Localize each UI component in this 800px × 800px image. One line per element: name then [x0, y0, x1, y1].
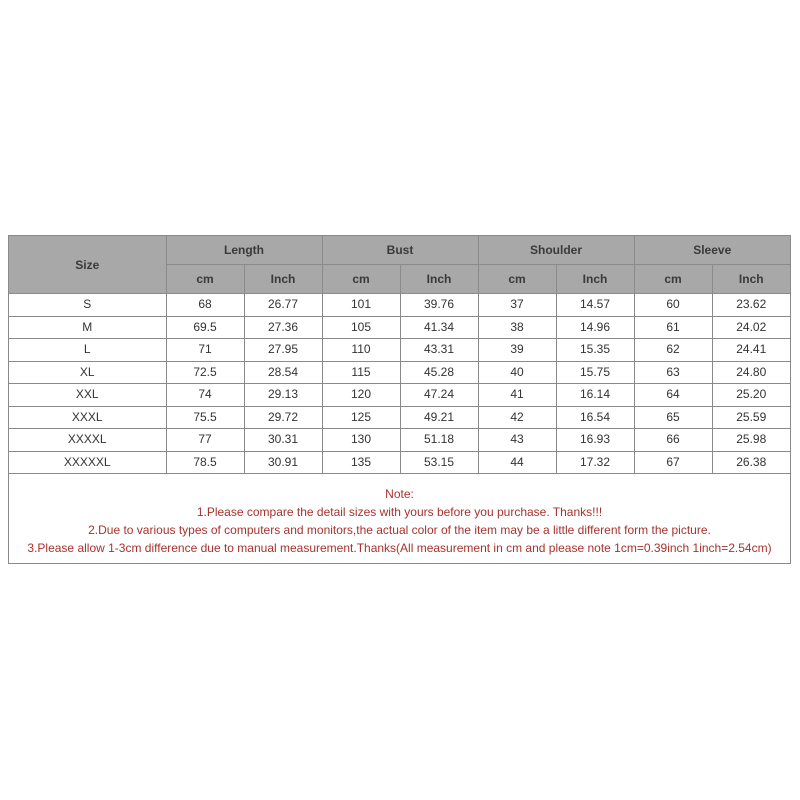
length-cm-cell: 75.5 — [166, 406, 244, 429]
note-line-2: 2.Due to various types of computers and monitors,the actual color of the item may be a little different form the picture. — [88, 523, 711, 537]
bust-cm-cell: 125 — [322, 406, 400, 429]
sleeve-cm-header: cm — [634, 265, 712, 294]
shoulder-cm-header: cm — [478, 265, 556, 294]
bust-inch-cell: 51.18 — [400, 429, 478, 452]
shoulder-cm-cell: 41 — [478, 384, 556, 407]
length-cm-cell: 71 — [166, 339, 244, 362]
bust-header: Bust — [322, 236, 478, 265]
shoulder-inch-cell: 17.32 — [556, 451, 634, 474]
size-cell: L — [9, 339, 166, 362]
length-inch-cell: 28.54 — [244, 361, 322, 384]
sleeve-inch-cell: 24.02 — [712, 316, 790, 339]
table-row — [9, 429, 790, 452]
sleeve-inch-cell: 24.80 — [712, 361, 790, 384]
sleeve-cm-cell: 63 — [634, 361, 712, 384]
bust-inch-cell: 47.24 — [400, 384, 478, 407]
shoulder-inch-cell: 15.75 — [556, 361, 634, 384]
bust-cm-cell: 110 — [322, 339, 400, 362]
bust-inch-cell: 41.34 — [400, 316, 478, 339]
note-title: Note: — [385, 487, 414, 501]
table-row — [9, 406, 790, 429]
shoulder-inch-cell: 16.14 — [556, 384, 634, 407]
shoulder-cm-cell: 40 — [478, 361, 556, 384]
sleeve-inch-cell: 24.41 — [712, 339, 790, 362]
table-row — [9, 339, 790, 362]
length-cm-cell: 68 — [166, 294, 244, 317]
size-cell: XXXXL — [9, 429, 166, 452]
bust-inch-header: Inch — [400, 265, 478, 294]
length-inch-cell: 27.36 — [244, 316, 322, 339]
bust-cm-cell: 135 — [322, 451, 400, 474]
bust-cm-header: cm — [322, 265, 400, 294]
length-cm-cell: 69.5 — [166, 316, 244, 339]
table-row — [9, 294, 790, 317]
bust-inch-cell: 39.76 — [400, 294, 478, 317]
note-line-1: 1.Please compare the detail sizes with yours before you purchase. Thanks!!! — [196, 505, 603, 519]
bust-cm-cell: 120 — [322, 384, 400, 407]
length-inch-cell: 29.13 — [244, 384, 322, 407]
bust-inch-cell: 43.31 — [400, 339, 478, 362]
sleeve-cm-cell: 62 — [634, 339, 712, 362]
size-cell: XXL — [9, 384, 166, 407]
bust-cm-cell: 105 — [322, 316, 400, 339]
size-cell: S — [9, 294, 166, 317]
sleeve-cm-cell: 67 — [634, 451, 712, 474]
shoulder-cm-cell: 42 — [478, 406, 556, 429]
size-table-body — [9, 294, 790, 474]
sleeve-inch-cell: 25.59 — [712, 406, 790, 429]
length-inch-header: Inch — [244, 265, 322, 294]
sleeve-cm-cell: 61 — [634, 316, 712, 339]
size-cell: M — [9, 316, 166, 339]
shoulder-inch-cell: 16.93 — [556, 429, 634, 452]
sleeve-cm-cell: 60 — [634, 294, 712, 317]
length-cm-cell: 78.5 — [166, 451, 244, 474]
sleeve-inch-header: Inch — [712, 265, 790, 294]
bust-inch-cell: 49.21 — [400, 406, 478, 429]
bust-inch-cell: 53.15 — [400, 451, 478, 474]
bust-cm-cell: 115 — [322, 361, 400, 384]
sleeve-cm-cell: 64 — [634, 384, 712, 407]
length-inch-cell: 30.31 — [244, 429, 322, 452]
bust-inch-cell: 45.28 — [400, 361, 478, 384]
length-inch-cell: 26.77 — [244, 294, 322, 317]
sleeve-inch-cell: 25.98 — [712, 429, 790, 452]
length-header: Length — [166, 236, 322, 265]
shoulder-cm-cell: 39 — [478, 339, 556, 362]
table-row — [9, 361, 790, 384]
table-row — [9, 451, 790, 474]
size-header: Size — [9, 236, 166, 294]
shoulder-inch-cell: 15.35 — [556, 339, 634, 362]
sleeve-inch-cell: 25.20 — [712, 384, 790, 407]
length-cm-header: cm — [166, 265, 244, 294]
sleeve-cm-cell: 65 — [634, 406, 712, 429]
bust-cm-cell: 101 — [322, 294, 400, 317]
sleeve-inch-cell: 26.38 — [712, 451, 790, 474]
shoulder-inch-cell: 16.54 — [556, 406, 634, 429]
length-cm-cell: 74 — [166, 384, 244, 407]
shoulder-cm-cell: 37 — [478, 294, 556, 317]
shoulder-inch-header: Inch — [556, 265, 634, 294]
shoulder-header: Shoulder — [478, 236, 634, 265]
shoulder-inch-cell: 14.57 — [556, 294, 634, 317]
shoulder-inch-cell: 14.96 — [556, 316, 634, 339]
size-cell: XXXL — [9, 406, 166, 429]
shoulder-cm-cell: 43 — [478, 429, 556, 452]
length-cm-cell: 77 — [166, 429, 244, 452]
shoulder-cm-cell: 44 — [478, 451, 556, 474]
size-cell: XXXXXL — [9, 451, 166, 474]
length-inch-cell: 27.95 — [244, 339, 322, 362]
sleeve-inch-cell: 23.62 — [712, 294, 790, 317]
size-table — [9, 236, 790, 474]
group-header-row — [9, 236, 790, 265]
length-inch-cell: 30.91 — [244, 451, 322, 474]
sleeve-header: Sleeve — [634, 236, 790, 265]
table-row — [9, 316, 790, 339]
note-line-3: 3.Please allow 1-3cm difference due to manual measurement.Thanks(All measurement in cm and please note 1cm=0.39inch 1inch=2.54cm) — [27, 541, 772, 555]
table-row — [9, 384, 790, 407]
shoulder-cm-cell: 38 — [478, 316, 556, 339]
size-cell: XL — [9, 361, 166, 384]
bust-cm-cell: 130 — [322, 429, 400, 452]
sleeve-cm-cell: 66 — [634, 429, 712, 452]
notes-section — [9, 474, 790, 557]
size-chart — [8, 235, 791, 564]
length-cm-cell: 72.5 — [166, 361, 244, 384]
length-inch-cell: 29.72 — [244, 406, 322, 429]
